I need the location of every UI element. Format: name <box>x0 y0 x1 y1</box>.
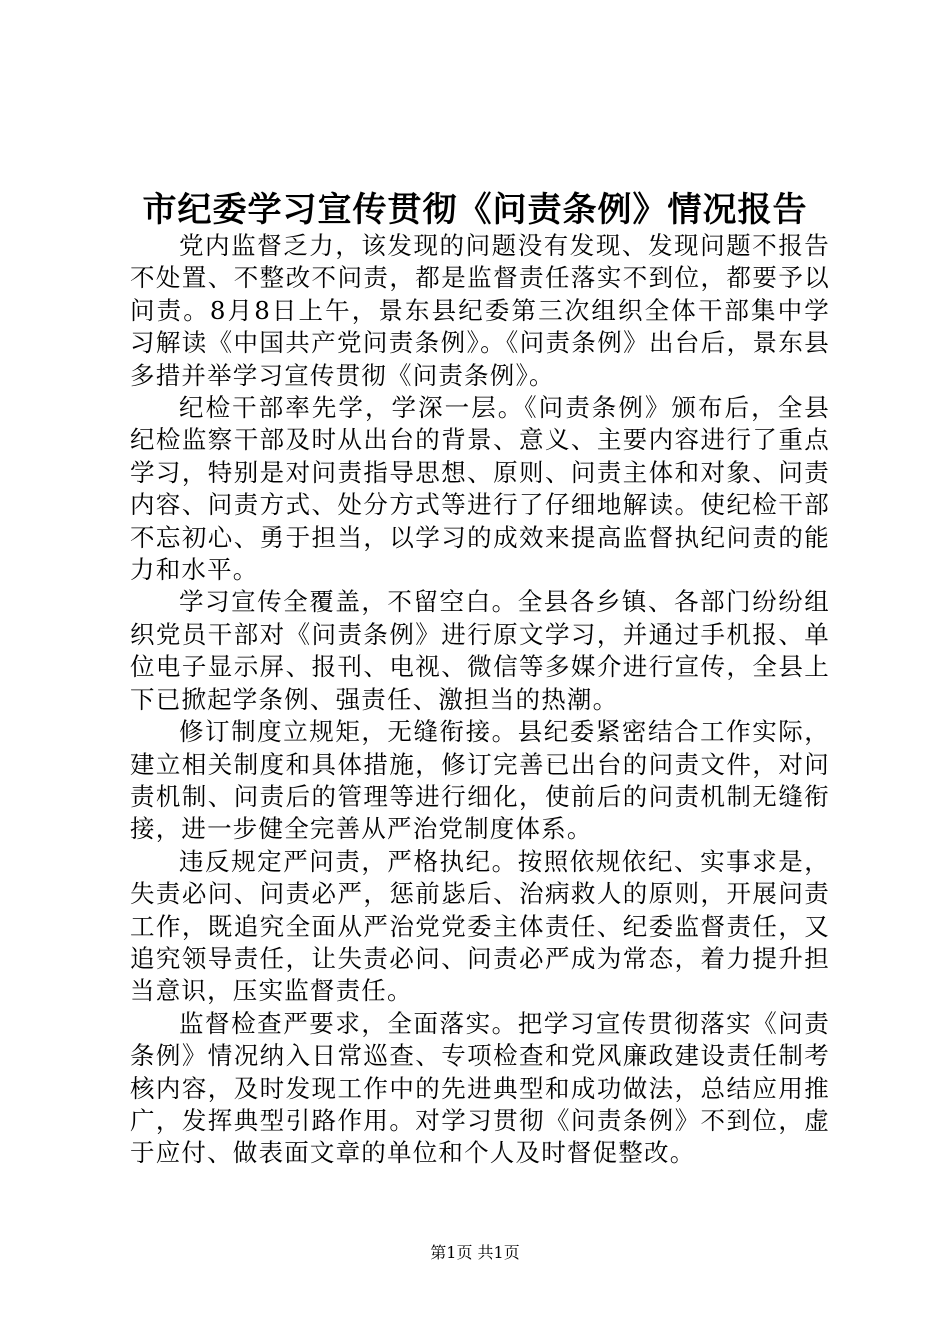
document-body <box>130 230 830 1170</box>
document-title: 市纪委学习宣传贯彻《问责条例》情况报告 <box>142 190 808 230</box>
page-footer: 第1页 共1页 <box>430 1243 520 1262</box>
paragraph: 纪检干部率先学，学深一层。《问责条例》颁布后，全县纪检监察干部及时从出台的背景、意义、主要内容进行了重点学习，特别是对问责指导思想、原则、问责主体和对象、问责内容、问责方式、处分方式等进行了仔细地解读。使纪检干部不忘初心、勇于担当，以学习的成效来提高监督执纪问责的能力和水平。 <box>130 393 830 585</box>
paragraph: 党内监督乏力，该发现的问题没有发现、发现问题不报告不处置、不整改不问责，都是监督责任落实不到位，都要予以问责。8月8日上午，景东县纪委第三次组织全体干部集中学习解读《中国共产党问责条例》。《问责条例》出台后，景东县多措并举学习宣传贯彻《问责条例》。 <box>130 231 830 390</box>
paragraph: 违反规定严问责，严格执纪。按照依规依纪、实事求是，失责必问、问责必严，惩前毖后、治病救人的原则，开展问责工作，既追究全面从严治党党委主体责任、纪委监督责任，又追究领导责任，让失责必问、问责必严成为常态，着力提升担当意识，压实监督责任。 <box>130 846 830 1006</box>
paragraph: 学习宣传全覆盖，不留空白。全县各乡镇、各部门纷纷组织党员干部对《问责条例》进行原文学习，并通过手机报、单位电子显示屏、报刊、电视、微信等多媒介进行宣传，全县上下已掀起学条例、强责任、激担当的热潮。 <box>130 587 830 714</box>
paragraph: 监督检查严要求，全面落实。把学习宣传贯彻落实《问责条例》情况纳入日常巡查、专项检查和党风廉政建设责任制考核内容，及时发现工作中的先进典型和成功做法，总结应用推广，发挥典型引路作用。对学习贯彻《问责条例》不到位，虚于应付、做表面文章的单位和个人及时督促整改。 <box>130 1008 830 1168</box>
paragraph: 修订制度立规矩，无缝衔接。县纪委紧密结合工作实际，建立相关制度和具体措施，修订完善已出台的问责文件，对问责机制、问责后的管理等进行细化，使前后的问责机制无缝衔接，进一步健全完善从严治党制度体系。 <box>130 717 830 844</box>
